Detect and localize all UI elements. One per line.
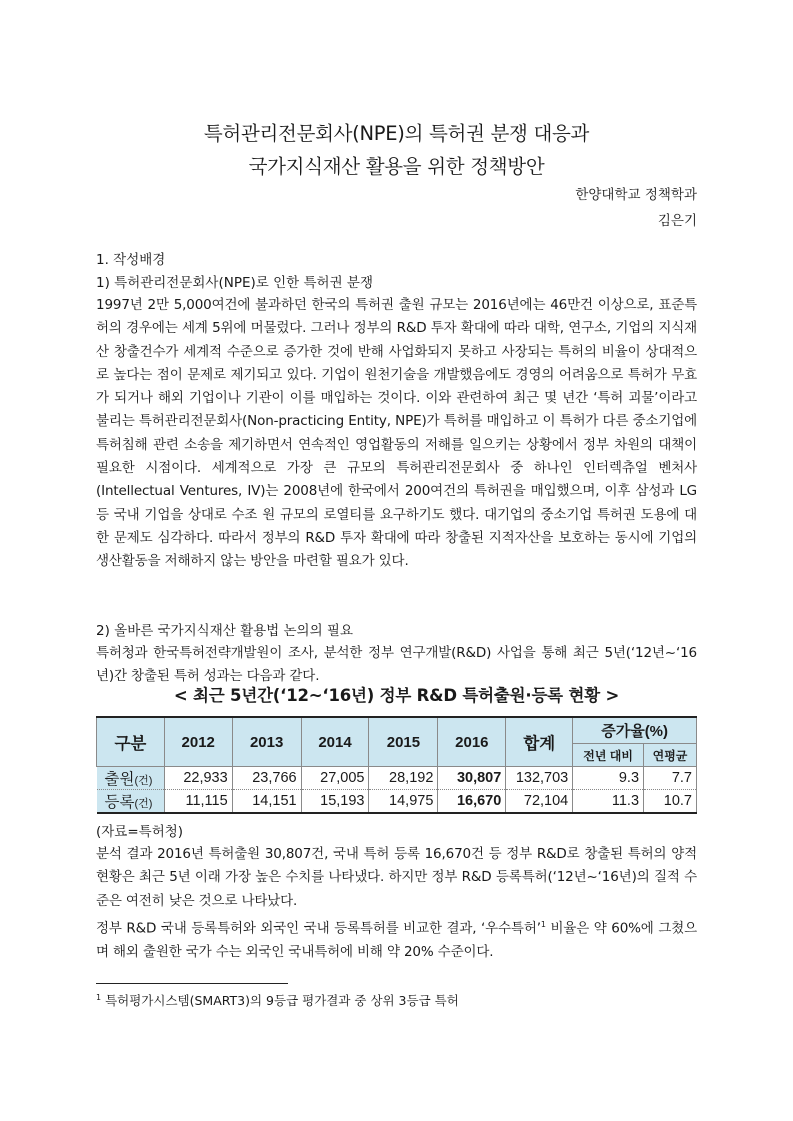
table-cell-highlight: 16,670 [438, 790, 506, 814]
table-cell-avg: 7.7 [644, 767, 697, 790]
body-paragraph-1: 1997년 2만 5,000여건에 불과하던 한국의 특허권 출원 규모는 2016년에는 46만건 이상으로, 표준특허의 경우에는 세계 5위에 머물렀다. 그러나 정부의 R&D 투자 확대에 따라 대학, 연구소, 기업의 지식재산 창출건수가 세계적 수준으로 증가한 것에 반해 사업화되지 못하고 사장되는 특허의 비율이 상대적으로 높다는 점이 문제로 제기되고 있다. 기업이 원천기술을 개발했음에도 경영의 어려움으로 특허가 무효가 되거나 해외 기업이나 기관이 이를 매입하는 것이다. 이와 관련하여 최근 몇 년간 ‘특허 괴물’이라고 불리는 특허관리전문회사(Non-practicing Entity, NPE)가 특허를 매입하고 이 특허가 다른 중소기업에 특허침해 관련 소송을 제기하면서 연속적인 영업활동의 저해를 일으키는 상황에서 정부 차원의 대책이 필요한 시점이다. 세계적으로 가장 큰 규모의 특허관리전문회사 중 하나인 인터렉츄얼 벤처사(Intellectual Ventures, IV)는 2008년에 한국에서 200여건의 특허권을 매입했으며, 이후 삼성과 LG 등 국내 기업을 상대로 수조 원 규모의 로열티를 요구하기도 했다. 대기업의 중소기업 특허권 도용에 대한 문제도 심각하다. 따라서 정부의 R&D 투자 확대에 따라 창출된 지적자산을 보호하는 동시에 기업의 생산활동을 저해하지 않는 방안을 마련할 필요가 있다. [96, 297, 697, 570]
subsection-heading-1: 1) 특허관리전문회사(NPE)로 인한 특허권 분쟁 [96, 275, 373, 291]
row-label-text: 등록 [104, 794, 135, 811]
body-paragraph-3a: 분석 결과 2016년 특허출원 30,807건, 국내 특허 등록 16,670건 등 정부 R&D로 창출된 특허의 양적 현황은 최근 5년 이래 가장 높은 수치를 나타냈다. 하지만 정부 R&D 등록특허(‘12년~‘16년)의 질적 수준은 여전히 낮은 것으로 나타났다. [96, 846, 697, 909]
table-cell: 28,192 [369, 767, 438, 790]
body-paragraph-3b [96, 913, 697, 964]
author: 김은기 [657, 213, 697, 229]
header-year: 2014 [301, 717, 369, 767]
paragraph-3b-post: 비율은 약 60%에 그쳤으며 해외 출원한 국가 수는 외국인 국내특허에 비해 약 20% 수준이다. [96, 920, 697, 960]
table-cell: 22,933 [164, 767, 232, 790]
row-label [97, 767, 165, 790]
table-row [97, 767, 697, 790]
table-header-row [97, 717, 697, 744]
table-cell-highlight: 30,807 [438, 767, 506, 790]
header-yoy: 전년 대비 [573, 744, 644, 767]
header-year: 2012 [164, 717, 232, 767]
section-heading: 1. 작성배경 [96, 252, 166, 268]
paragraph-3b-pre: 정부 R&D 국내 등록특허와 외국인 국내 등록특허를 비교한 결과, ‘우수특허’ [96, 920, 541, 937]
table-cell: 14,975 [369, 790, 438, 814]
table-cell: 23,766 [232, 767, 301, 790]
table-cell-total: 72,104 [506, 790, 573, 814]
row-label [97, 790, 165, 814]
header-year: 2015 [369, 717, 438, 767]
body-paragraph-2: 특허청과 한국특허전략개발원이 조사, 분석한 정부 연구개발(R&D) 사업을 통해 최근 5년(‘12년~‘16년)간 창출된 특허 성과는 다음과 같다. [96, 645, 697, 685]
table-source: (자료=특허청) [96, 824, 184, 840]
header-total: 합계 [506, 717, 573, 767]
subsection-heading-2: 2) 올바른 국가지식재산 활용법 논의의 필요 [96, 623, 354, 639]
patent-stats-table [96, 716, 697, 814]
header-growth: 증가율(%) [573, 717, 697, 744]
header-avg: 연평균 [644, 744, 697, 767]
row-label-text: 출원 [104, 771, 135, 788]
table-row [97, 790, 697, 814]
table-cell-total: 132,703 [506, 767, 573, 790]
table-cell-avg: 10.7 [644, 790, 697, 814]
title-line-2: 국가지식재산 활용을 위한 정책방안 [248, 155, 545, 178]
footnote [96, 991, 459, 1009]
footnote-divider [96, 983, 288, 984]
table-cell: 11,115 [164, 790, 232, 814]
table-cell-yoy: 9.3 [573, 767, 644, 790]
table-caption: < 최근 5년간(‘12~‘16년) 정부 R&D 특허출원·등록 현황 > [173, 686, 620, 705]
footnote-number: 1 [96, 992, 102, 1002]
title-line-1: 특허관리전문회사(NPE)의 특허권 분쟁 대응과 [203, 122, 590, 145]
table-cell: 14,151 [232, 790, 301, 814]
header-year: 2013 [232, 717, 301, 767]
row-unit: (건) [134, 775, 153, 787]
table-cell-yoy: 11.3 [573, 790, 644, 814]
body-paragraph-3 [96, 843, 697, 964]
header-category: 구분 [97, 717, 165, 767]
table-cell: 15,193 [301, 790, 369, 814]
footnote-reference[interactable]: 1 [540, 919, 546, 929]
table-cell: 27,005 [301, 767, 369, 790]
affiliation: 한양대학교 정책학과 [575, 187, 697, 203]
row-unit: (건) [134, 798, 153, 810]
footnote-text: 특허평가시스템(SMART3)의 9등급 평가결과 중 상위 3등급 특허 [105, 993, 459, 1008]
header-year: 2016 [438, 717, 506, 767]
